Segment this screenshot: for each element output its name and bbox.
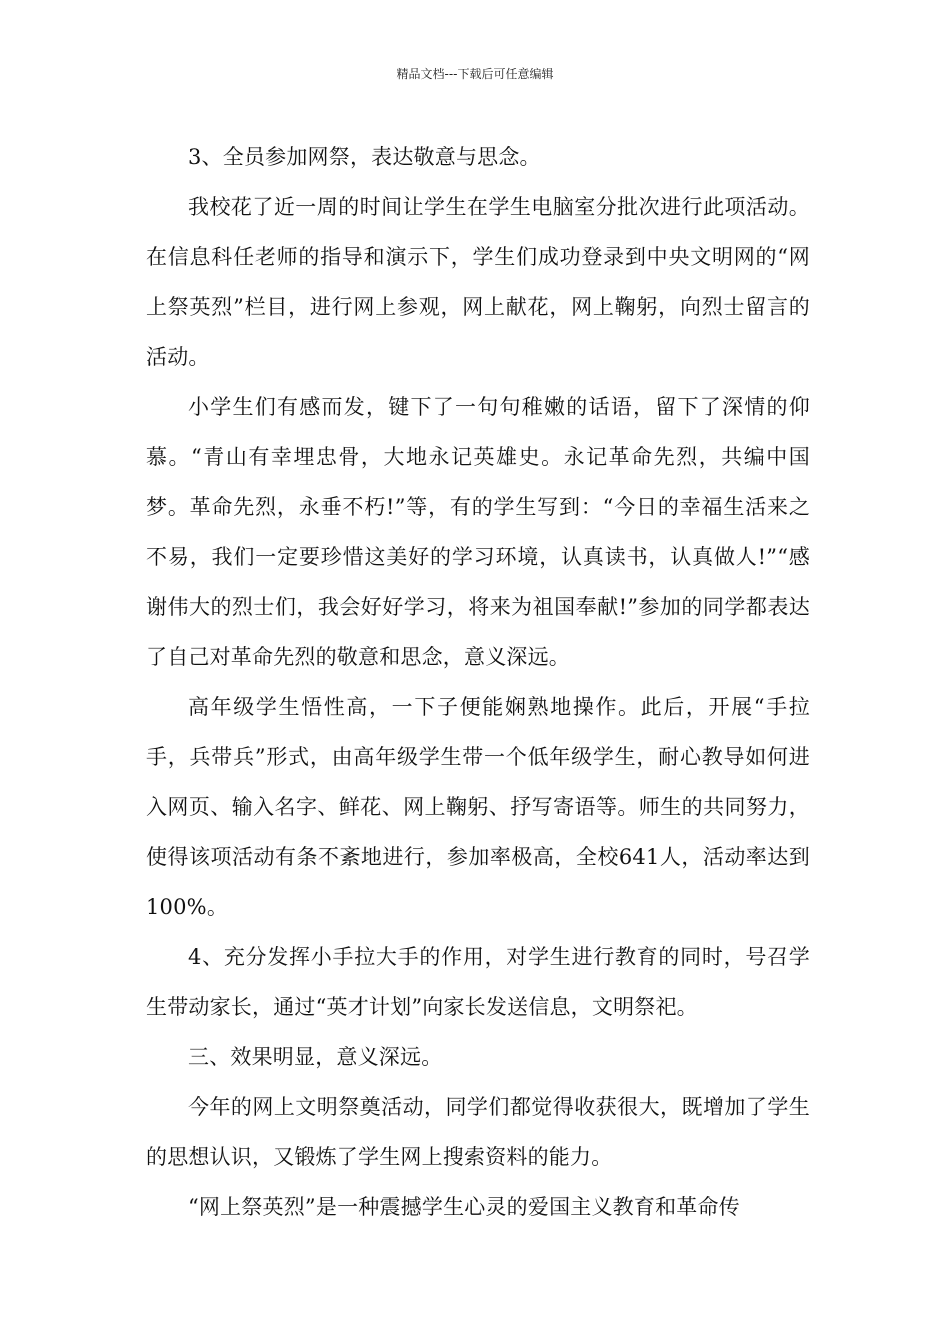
- paragraph: 小学生们有感而发，键下了一句句稚嫩的话语，留下了深情的仰慕。“青山有幸埋忠骨，大地永记英雄史。永记革命先烈，共编中国梦。革命先烈，永垂不朽!”等，有的学生写到：“今日的幸福生活来之不易，我们一定要珍惜这美好的学习环境，认真读书，认真做人!”“感谢伟大的烈士们，我会好好学习，将来为祖国奉献!”参加的同学都表达了自己对革命先烈的敬意和思念，意义深远。: [146, 395, 810, 669]
- paragraph: 我校花了近一周的时间让学生在学生电脑室分批次进行此项活动。在信息科任老师的指导和演示下，学生们成功登录到中央文明网的“网上祭英烈”栏目，进行网上参观，网上献花，网上鞠躬，向烈士留言的活动。: [146, 195, 810, 369]
- paragraph: 今年的网上文明祭奠活动，同学们都觉得收获很大，既增加了学生的思想认识，又锻炼了学生网上搜索资料的能力。: [146, 1095, 810, 1169]
- paragraph: 4、充分发挥小手拉大手的作用，对学生进行教育的同时，号召学生带动家长，通过“英才计划”向家长发送信息，文明祭祀。: [146, 945, 810, 1019]
- paragraph: 3、全员参加网祭，表达敬意与思念。: [188, 145, 541, 169]
- section-heading: 三、效果明显，意义深远。: [188, 1045, 443, 1069]
- page-header: 精品文档---下载后可任意编辑: [396, 67, 554, 81]
- document-body: [146, 132, 810, 1232]
- paragraph: “网上祭英烈”是一种震撼学生心灵的爱国主义教育和革命传: [188, 1195, 740, 1219]
- paragraph: 高年级学生悟性高，一下子便能娴熟地操作。此后，开展“手拉手，兵带兵”形式，由高年级学生带一个低年级学生，耐心教导如何进入网页、输入名字、鲜花、网上鞠躬、抒写寄语等。师生的共同努力，使得该项活动有条不紊地进行，参加率极高，全校641人，活动率达到100%。: [146, 695, 810, 919]
